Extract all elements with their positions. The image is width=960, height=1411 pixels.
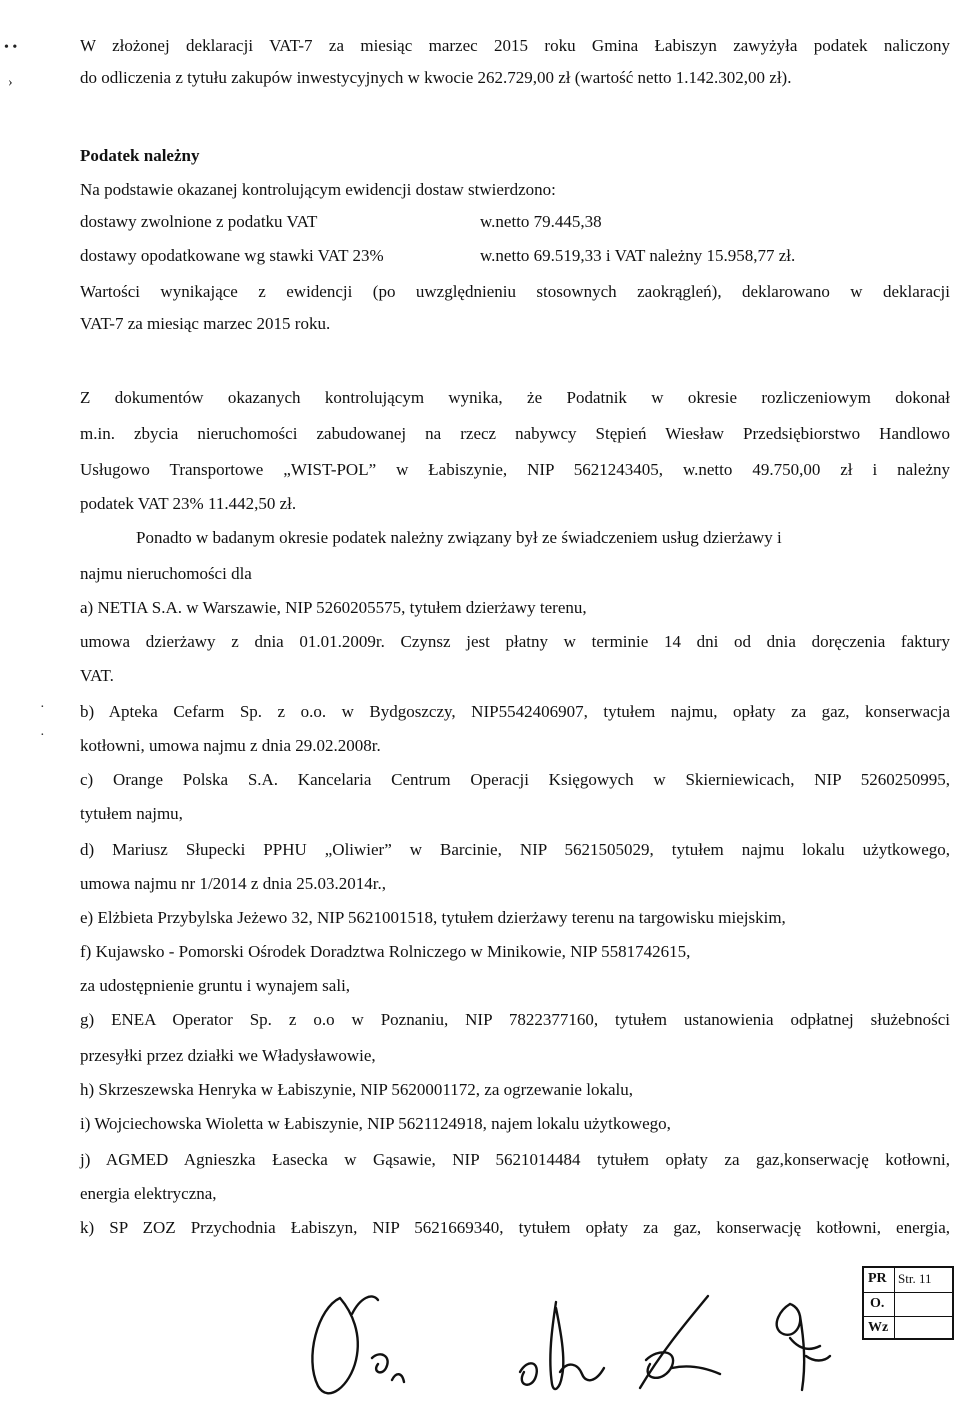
- paragraph-line: Na podstawie okazanej kontrolującym ewidencji dostaw stwierdzono:: [80, 180, 556, 199]
- list-item: tytułem najmu,: [80, 804, 183, 823]
- paragraph-line: m.in. zbycia nieruchomości zabudowanej na rzecz nabywcy Stępień Wiesław Przedsiębiorstwo Handlowo: [80, 424, 950, 443]
- handwritten-signatures: [0, 1268, 860, 1408]
- list-item: b) Apteka Cefarm Sp. z o.o. w Bydgoszczy, NIP5542406907, tytułem najmu, opłaty za gaz, konserwacja: [80, 702, 950, 721]
- signature: [372, 1354, 404, 1382]
- list-item: c) Orange Polska S.A. Kancelaria Centrum Operacji Księgowych w Skierniewicach, NIP 5260250995,: [80, 770, 950, 789]
- paragraph-line: w.netto 79.445,38: [480, 212, 602, 231]
- list-item: e) Elżbieta Przybylska Jeżewo 32, NIP 5621001518, tytułem dzierżawy terenu na targowisku miejskim,: [80, 908, 786, 927]
- paragraph-line: do odliczenia z tytułu zakupów inwestycyjnych w kwocie 262.729,00 zł (wartość netto 1.142.302,00 zł).: [80, 68, 792, 87]
- paragraph-line: dostawy opodatkowane wg stawki VAT 23%: [80, 246, 384, 265]
- signature: [777, 1304, 830, 1390]
- signature: [312, 1296, 378, 1393]
- list-item: f) Kujawsko - Pomorski Ośrodek Doradztwa Rolniczego w Minikowie, NIP 5581742615,: [80, 942, 691, 961]
- paragraph-line: podatek VAT 23% 11.442,50 zł.: [80, 494, 297, 513]
- paragraph-line: Usługowo Transportowe „WIST-POL” w Łabiszynie, NIP 5621243405, w.netto 49.750,00 zł i należny: [80, 460, 950, 479]
- paragraph-line: Wartości wynikające z ewidencji (po uwzględnieniu stosownych zaokrągleń), deklarowano w deklaracji: [80, 282, 950, 301]
- margin-mark: ·: [40, 700, 45, 715]
- signature: [640, 1296, 720, 1388]
- list-item: kotłowni, umowa najmu z dnia 29.02.2008r.: [80, 736, 381, 755]
- paragraph-line: dostawy zwolnione z podatku VAT: [80, 212, 318, 231]
- margin-mark: ·: [40, 728, 45, 743]
- stamp-text: PR: [868, 1271, 887, 1286]
- paragraph-line: najmu nieruchomości dla: [80, 564, 252, 583]
- list-item: energia elektryczna,: [80, 1184, 217, 1203]
- paragraph-line: Ponadto w badanym okresie podatek należny związany był ze świadczeniem usług dzierżawy i: [136, 528, 782, 547]
- signature: [520, 1302, 604, 1389]
- stamp-text: Str. 11: [898, 1271, 932, 1286]
- list-item: umowa najmu nr 1/2014 z dnia 25.03.2014r.,: [80, 874, 386, 893]
- paragraph-line: W złożonej deklaracji VAT-7 za miesiąc marzec 2015 roku Gmina Łabiszyn zawyżyła podatek naliczony: [80, 36, 950, 55]
- stamp-text: Wz: [868, 1320, 889, 1335]
- margin-mark: • •: [4, 40, 18, 55]
- list-item: h) Skrzeszewska Henryka w Łabiszynie, NIP 5620001172, za ogrzewanie lokalu,: [80, 1080, 633, 1099]
- list-item: d) Mariusz Słupecki PPHU „Oliwier” w Barcinie, NIP 5621505029, tytułem najmu lokalu użytkowego,: [80, 840, 950, 859]
- paragraph-line: VAT-7 za miesiąc marzec 2015 roku.: [80, 314, 331, 333]
- page-stamp: [862, 1266, 954, 1340]
- list-item: za udostępnienie gruntu i wynajem sali,: [80, 976, 351, 995]
- list-item: g) ENEA Operator Sp. z o.o w Poznaniu, NIP 7822377160, tytułem ustanowienia odpłatnej służebności: [80, 1010, 950, 1029]
- list-item: VAT.: [80, 666, 114, 685]
- list-item: umowa dzierżawy z dnia 01.01.2009r. Czynsz jest płatny w terminie 14 dni od dnia doręczenia faktury: [80, 632, 950, 651]
- section-heading: Podatek należny: [80, 146, 200, 165]
- list-item: i) Wojciechowska Wioletta w Łabiszynie, NIP 5621124918, najem lokalu użytkowego,: [80, 1114, 671, 1133]
- list-item: a) NETIA S.A. w Warszawie, NIP 5260205575, tytułem dzierżawy terenu,: [80, 598, 587, 617]
- list-item: przesyłki przez działki we Władysławowie,: [80, 1046, 376, 1065]
- paragraph-line: Z dokumentów okazanych kontrolującym wynika, że Podatnik w okresie rozliczeniowym dokonał: [80, 388, 950, 407]
- list-item: j) AGMED Agnieszka Łasecka w Gąsawie, NIP 5621014484 tytułem opłaty za gaz,konserwację kotłowni,: [80, 1150, 950, 1169]
- margin-mark: ›: [8, 75, 13, 90]
- paragraph-line: w.netto 69.519,33 i VAT należny 15.958,77 zł.: [480, 246, 796, 265]
- list-item: k) SP ZOZ Przychodnia Łabiszyn, NIP 5621669340, tytułem opłaty za gaz, konserwację kotłowni, energia,: [80, 1218, 950, 1237]
- stamp-text: O.: [870, 1296, 885, 1311]
